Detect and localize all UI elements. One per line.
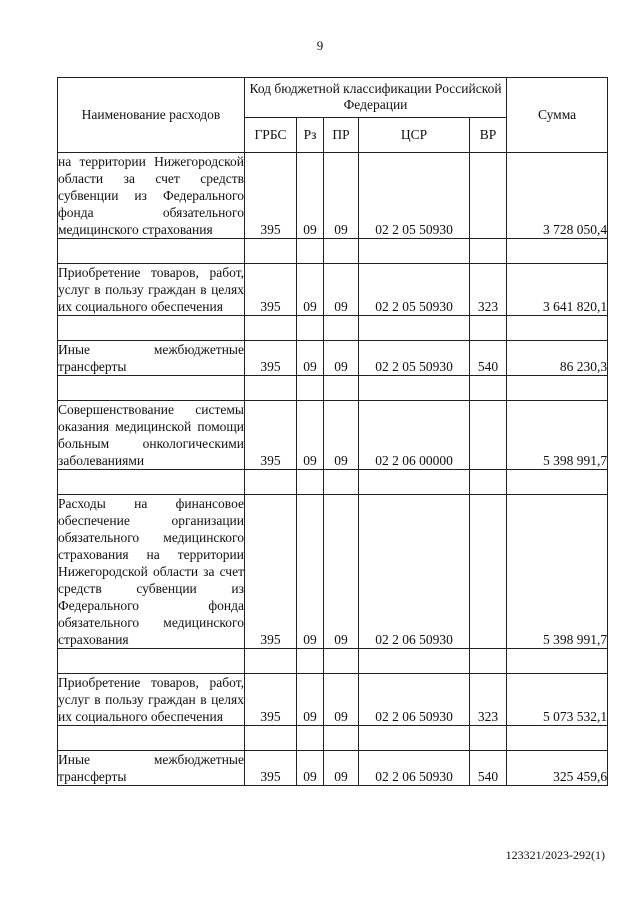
row-name: на территории Нижегородской области за счет средств субвенции из Федерального фонда обязательного медицинского страхования xyxy=(58,154,244,237)
page-number: 9 xyxy=(316,38,324,53)
row-grbs: 395 xyxy=(245,341,297,376)
row-rz: 09 xyxy=(297,401,324,470)
row-spacer xyxy=(58,726,608,751)
row-grbs: 395 xyxy=(245,264,297,316)
row-rz: 09 xyxy=(297,264,324,316)
row-pr: 09 xyxy=(324,264,359,316)
row-name: Иные межбюджетные трансферты xyxy=(58,752,244,784)
row-grbs: 395 xyxy=(245,751,297,786)
row-pr: 09 xyxy=(324,674,359,726)
row-csr: 02 2 06 50930 xyxy=(359,674,470,726)
row-spacer xyxy=(58,316,608,341)
row-csr: 02 2 05 50930 xyxy=(359,341,470,376)
row-name: Приобретение товаров, работ, услуг в пользу граждан в целях их социального обеспечения xyxy=(58,265,244,314)
row-grbs: 395 xyxy=(245,495,297,649)
header-pr: ПР xyxy=(324,117,359,152)
row-vr: 540 xyxy=(470,751,507,786)
row-sum: 3 641 820,1 xyxy=(507,264,608,316)
row-csr: 02 2 06 50930 xyxy=(359,751,470,786)
row-grbs: 395 xyxy=(245,401,297,470)
row-sum: 5 398 991,7 xyxy=(507,495,608,649)
row-csr: 02 2 06 00000 xyxy=(359,401,470,470)
header-sum: Сумма xyxy=(507,78,608,153)
table-row xyxy=(58,341,608,376)
row-rz: 09 xyxy=(297,674,324,726)
row-pr: 09 xyxy=(324,751,359,786)
row-spacer xyxy=(58,470,608,495)
table-row xyxy=(58,401,608,470)
row-spacer xyxy=(58,649,608,674)
table-row xyxy=(58,674,608,726)
row-vr xyxy=(470,495,507,649)
header-grbs: ГРБС xyxy=(245,117,297,152)
budget-table xyxy=(57,77,608,786)
row-pr: 09 xyxy=(324,153,359,239)
row-rz: 09 xyxy=(297,751,324,786)
table-row xyxy=(58,153,608,239)
row-sum: 325 459,6 xyxy=(507,751,608,786)
row-csr: 02 2 05 50930 xyxy=(359,264,470,316)
row-spacer xyxy=(58,376,608,401)
row-vr xyxy=(470,153,507,239)
row-pr: 09 xyxy=(324,495,359,649)
row-rz: 09 xyxy=(297,341,324,376)
row-pr: 09 xyxy=(324,341,359,376)
row-csr: 02 2 05 50930 xyxy=(359,153,470,239)
row-name: Иные межбюджетные трансферты xyxy=(58,342,244,374)
header-expense-name: Наименование расходов xyxy=(58,78,245,153)
header-csr: ЦСР xyxy=(359,117,470,152)
table-row xyxy=(58,751,608,786)
header-row xyxy=(58,78,608,118)
row-name: Приобретение товаров, работ, услуг в пользу граждан в целях их социального обеспечения xyxy=(58,675,244,724)
row-csr: 02 2 06 50930 xyxy=(359,495,470,649)
row-rz: 09 xyxy=(297,495,324,649)
row-vr: 323 xyxy=(470,264,507,316)
table-row xyxy=(58,264,608,316)
header-vr: ВР xyxy=(470,117,507,152)
table-row xyxy=(58,495,608,649)
row-name: Совершенствование системы оказания медицинской помощи больным онкологическими заболеваниями xyxy=(58,402,244,468)
row-grbs: 395 xyxy=(245,674,297,726)
row-spacer xyxy=(58,239,608,264)
row-pr: 09 xyxy=(324,401,359,470)
row-rz: 09 xyxy=(297,153,324,239)
row-sum: 3 728 050,4 xyxy=(507,153,608,239)
row-vr: 540 xyxy=(470,341,507,376)
row-sum: 5 398 991,7 xyxy=(507,401,608,470)
row-sum: 5 073 532,1 xyxy=(507,674,608,726)
row-grbs: 395 xyxy=(245,153,297,239)
document-id: 123321/2023-292(1) xyxy=(505,848,605,862)
row-vr xyxy=(470,401,507,470)
row-vr: 323 xyxy=(470,674,507,726)
row-name: Расходы на финансовое обеспечение организации обязательного медицинского страхования на территории Нижегородской области за счет средств субвенции из Федерального фонда обязательного медицинского страхования xyxy=(58,496,244,647)
header-rz: Рз xyxy=(297,117,324,152)
header-code-group: Код бюджетной классификации Российской Федерации xyxy=(245,78,507,118)
row-sum: 86 230,3 xyxy=(507,341,608,376)
